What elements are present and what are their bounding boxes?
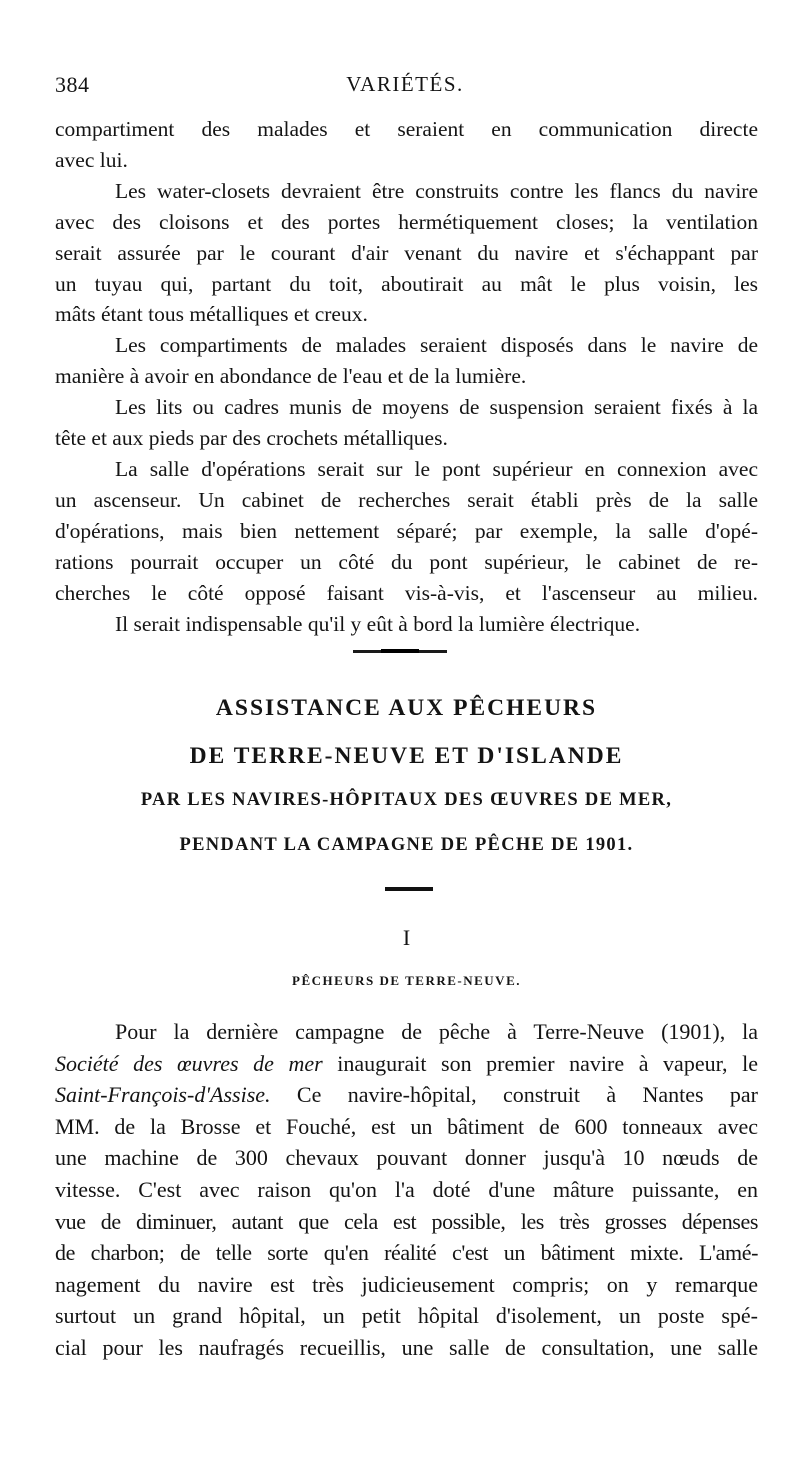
section-divider [353, 650, 447, 653]
text-line: surtout un grand hôpital, un petit hôpital d'isolement, un poste spé- [55, 1303, 758, 1329]
text-line: Les lits ou cadres munis de moyens de suspension seraient fixés à la [115, 395, 758, 420]
text-line: une machine de 300 chevaux pouvant donner jusqu'à 10 nœuds de [55, 1145, 758, 1171]
text-line: Les water-closets devraient être construits contre les flancs du navire [115, 178, 758, 203]
text-line: nagement du navire est très judicieusement compris; on y remarque [55, 1271, 758, 1297]
page-header [55, 72, 755, 102]
title-divider [385, 887, 433, 891]
text-line: compartiment des malades et seraient en communication directe [55, 117, 758, 141]
article-title-line-2: DE TERRE-NEUVE ET D'ISLANDE [189, 743, 624, 769]
text-line: cial pour les naufragés recueillis, une salle de consultation, une salle [55, 1334, 758, 1360]
text-fragment: inaugurait son premier navire à vapeur, le [322, 1050, 758, 1076]
text-line: Il serait indispensable qu'il y eût à bord la lumière électrique. [115, 611, 641, 636]
text-line: cherches le côté opposé faisant vis-à-vis, et l'ascenseur au milieu. [55, 580, 758, 605]
running-head: VARIÉTÉS. [346, 72, 464, 96]
text-line: MM. de la Brosse et Fouché, est un bâtiment de 600 tonneaux avec [55, 1113, 758, 1139]
text-line [55, 1048, 758, 1080]
text-line: avec lui. [55, 147, 128, 172]
text-line: Les compartiments de malades seraient disposés dans le navire de [115, 333, 758, 358]
text-line: vue de diminuer, autant que cela est possible, les très grosses dépenses [55, 1208, 758, 1234]
article-subtitle-line-2: PENDANT LA CAMPAGNE DE PÊCHE DE 1901. [179, 835, 634, 855]
text-line: tête et aux pieds par des crochets métalliques. [55, 426, 448, 451]
article-subtitle: PAR LES NAVIRES-HÔPITAUX DES ŒUVRES DE MER, [140, 790, 673, 810]
article-body [55, 1016, 758, 1364]
text-line: serait assurée par le courant d'air venant du navire et s'échappant par [55, 240, 758, 265]
text-line: manière à avoir en abondance de l'eau et de la lumière. [55, 364, 527, 389]
ship-name: Saint-François-d'Assise. [55, 1082, 271, 1108]
text-line [55, 1079, 758, 1111]
text-fragment: Ce navire-hôpital, construit à Nantes par [270, 1082, 758, 1108]
text-line: un tuyau qui, partant du toit, aboutirait au mât le plus voisin, les [55, 271, 758, 296]
text-line: La salle d'opérations serait sur le pont supérieur en connexion avec [115, 456, 758, 481]
text-line: avec des cloisons et des portes hermétiquement closes; la ventilation [55, 209, 758, 234]
section-number: I [402, 925, 411, 950]
text-line: de charbon; de telle sorte qu'en réalité c'est un bâtiment mixte. L'amé- [55, 1240, 758, 1266]
text-line: d'opérations, mais bien nettement séparé; par exemple, la salle d'opé- [55, 518, 758, 543]
text-line: un ascenseur. Un cabinet de recherches serait établi près de la salle [55, 487, 758, 512]
society-name: Société des œuvres de mer [55, 1050, 323, 1076]
continued-text [55, 114, 758, 639]
text-line: rations pourrait occuper un côté du pont supérieur, le cabinet de re- [55, 549, 758, 574]
text-line: mâts étant tous métalliques et creux. [55, 302, 368, 327]
page-number: 384 [55, 72, 90, 97]
article-title: ASSISTANCE AUX PÊCHEURS [215, 695, 598, 721]
text-line: Pour la dernière campagne de pêche à Terre-Neuve (1901), la [115, 1019, 758, 1044]
text-line: vitesse. C'est avec raison qu'on l'a doté d'une mâture puissante, en [55, 1176, 758, 1202]
section-title: PÊCHEURS DE TERRE-NEUVE. [292, 973, 521, 988]
